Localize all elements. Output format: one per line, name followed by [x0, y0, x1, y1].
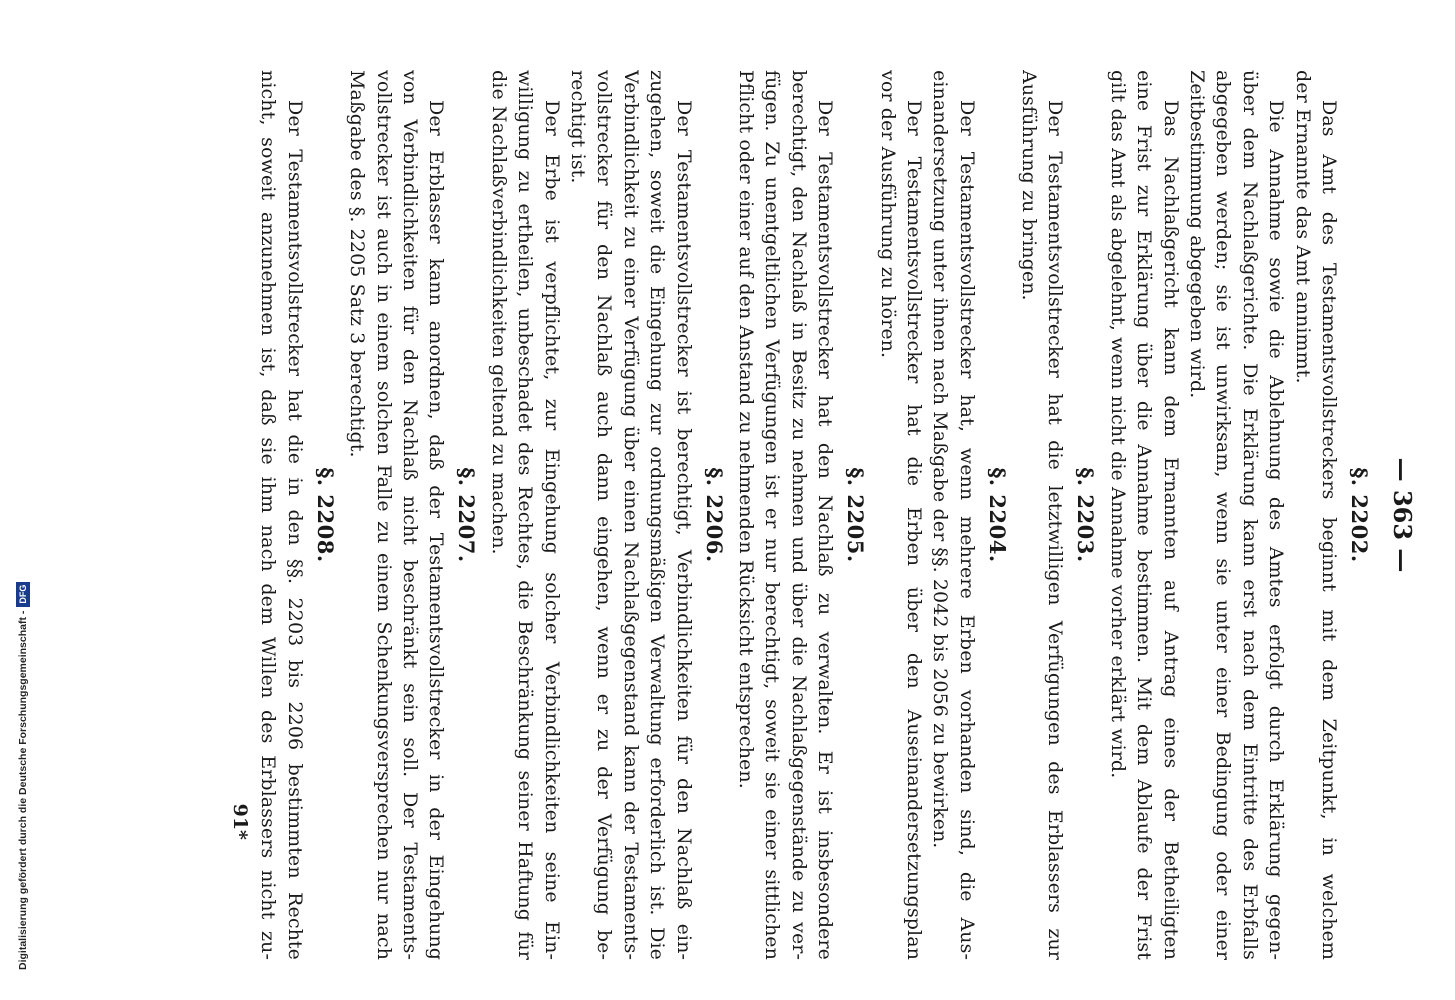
digitization-credit: [16, 582, 30, 970]
text-line: Der Erblasser kann anordnen, daß der Testamentsvollstrecker in der Eingehung: [425, 100, 448, 960]
paragraph-section: [485, 70, 728, 960]
section-heading: §. 2204.: [984, 467, 1010, 563]
section-heading: §. 2207.: [454, 467, 480, 563]
paragraph-section: [344, 70, 482, 960]
text-line: nicht, soweit anzunehmen ist, daß sie ihm nach dem Willen des Erblassers nicht zu-: [257, 70, 280, 960]
credit-text: Digitalisierung gefördert durch die Deutsche Forschungsgemeinschaft -: [17, 610, 29, 970]
text-line: vollstrecker ist auch in einem solchen Falle zu einem Schenkungsversprechen nur nach: [372, 70, 395, 960]
signature-mark: 91*: [229, 803, 252, 840]
text-line: Das Amt des Testamentsvollstreckers beginnt mit dem Zeitpunkt, in welchem: [1318, 100, 1340, 960]
text-line: Zeitbestimmung abgegeben wird.: [1186, 70, 1209, 399]
section-heading: §. 2206.: [701, 467, 727, 563]
text-line: Der Testamentsvollstrecker hat die letztwilligen Verfügungen des Erblassers zur: [1044, 100, 1067, 960]
paragraph-section: [1104, 70, 1374, 960]
paragraph-section: [255, 70, 340, 960]
text-line: eine Frist zur Erklärung über die Annahme bestimmen. Mit dem Ablaufe der Frist: [1133, 70, 1156, 960]
text-line: rechtigt ist.: [567, 70, 590, 184]
paragraph-section: [874, 70, 1012, 960]
text-line: von Verbindlichkeiten für den Nachlaß nicht beschränkt sein soll. Der Testaments-: [399, 70, 422, 960]
text-line: über dem Nachlaßgerichte. Die Erklärung kann erst nach dem Eintritte des Erbfalls: [1238, 70, 1261, 960]
text-line: Ausführung zu bringen.: [1018, 70, 1041, 301]
document-page: [25, 0, 1445, 1000]
text-line: zugehen, soweit die Eingehung zur ordnungsmäßigen Verwaltung erforderlich ist. Die: [646, 70, 669, 960]
text-line: Verbindlichkeit zu einer Verfügung über einen Nachlaßgegenstand kann der Testaments-: [619, 70, 642, 960]
text-line: fügen. Zu unentgeltlichen Verfügungen ist er nur berechtigt, soweit sie einer sittlichen: [761, 70, 784, 960]
paragraph-section: [1016, 70, 1101, 960]
text-line: Pflicht oder einer auf den Anstand zu nehmenden Rücksicht entsprechen.: [734, 70, 757, 789]
page-number: — 363 —: [1388, 457, 1417, 573]
section-heading: §. 2203.: [1073, 467, 1099, 563]
text-line: Maßgabe des §. 2205 Satz 3 berechtigt.: [346, 70, 369, 458]
text-line: gilt das Amt als abgelehnt, wenn nicht die Annahme vorher erklärt wird.: [1106, 70, 1129, 779]
text-line: Der Testamentsvollstrecker hat die Erben über den Auseinandersetzungsplan: [902, 100, 925, 960]
dfg-logo: DFG: [16, 582, 30, 607]
text-line: willigung zu ertheilen, unbeschadet des Rechtes, die Beschränkung seiner Haftung für: [514, 70, 537, 960]
section-list: [255, 70, 1374, 960]
section-heading: §. 2205.: [843, 467, 869, 563]
text-line: berechtigt, den Nachlaß in Besitz zu nehmen und über die Nachlaßgegenstände zu ver-: [787, 70, 810, 960]
text-line: vor der Ausführung zu hören.: [876, 70, 899, 359]
paragraph-section: [733, 70, 871, 960]
text-line: Die Annahme sowie die Ablehnung des Amtes erfolgt durch Erklärung gegen-: [1265, 100, 1288, 960]
text-line: Der Testamentsvollstrecker hat die in den §§. 2203 bis 2206 bestimmten Rechte: [283, 100, 306, 960]
section-heading: §. 2208.: [312, 467, 338, 563]
text-line: abgegeben werden; sie ist unwirksam, wenn sie unter einer Bedingung oder einer: [1212, 70, 1235, 960]
text-line: Der Erbe ist verpflichtet, zur Eingehung solcher Verbindlichkeiten seine Ein-: [540, 100, 563, 960]
text-line: Der Testamentsvollstrecker ist berechtigt, Verbindlichkeiten für den Nachlaß ein-: [672, 100, 695, 960]
text-line: einandersetzung unter ihnen nach Maßgabe der §§. 2042 bis 2056 zu bewirken.: [929, 70, 952, 849]
text-line: Der Testamentsvollstrecker hat den Nachlaß zu verwalten. Er ist insbesondere: [814, 100, 837, 960]
text-line: Der Testamentsvollstrecker hat, wenn mehrere Erben vorhanden sind, die Aus-: [955, 100, 978, 960]
text-line: die Nachlaßverbindlichkeiten geltend zu machen.: [487, 70, 510, 555]
section-heading: §. 2202.: [1347, 467, 1372, 563]
text-line: der Ernannte das Amt annimmt.: [1291, 70, 1314, 384]
text-line: vollstrecker für den Nachlaß auch dann eingehen, wenn er zu der Verfügung be-: [593, 70, 616, 960]
text-line: Das Nachlaßgericht kann dem Ernannten auf Antrag eines der Betheiligten: [1159, 100, 1182, 960]
